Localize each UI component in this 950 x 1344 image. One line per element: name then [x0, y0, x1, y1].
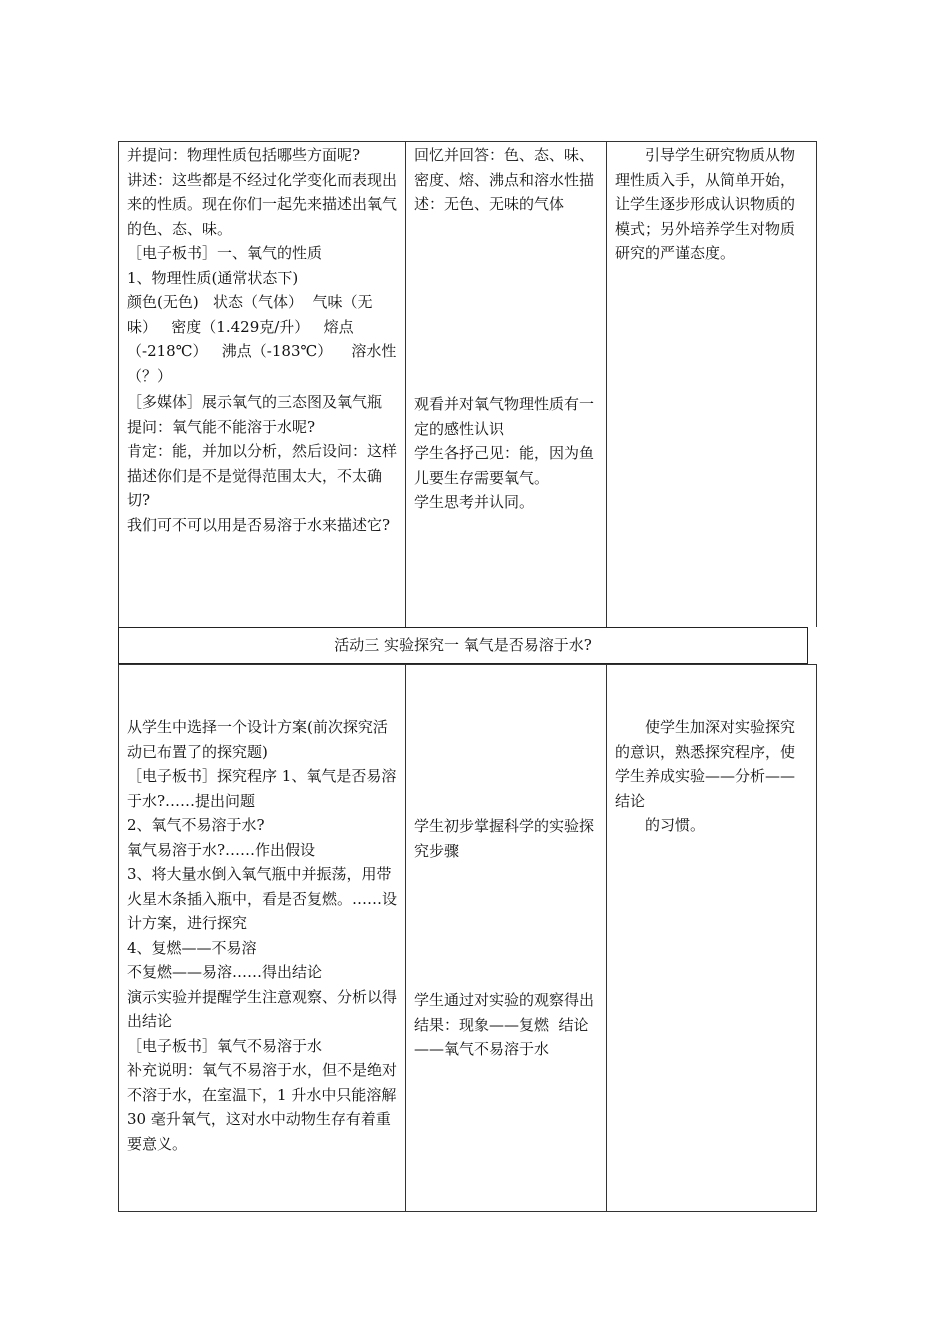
- teacher-activity-cell: [127, 143, 399, 537]
- teacher-line: 肯定：能，并加以分析，然后设问：这样描述你们是不是觉得范围太大，不太确切?: [127, 442, 398, 509]
- design-intent-cell: [615, 143, 809, 266]
- student-response: 回忆并回答：色、态、味、密度、熔、沸点和溶水性描述：无色、无味的气体: [414, 146, 595, 213]
- row-border: [118, 664, 817, 665]
- teacher-line: ［电子板书］探究程序 1、氧气是否易溶于水?……提出问题: [127, 767, 397, 810]
- student-activity-cell: [414, 143, 600, 217]
- teacher-line: 演示实验并提醒学生注意观察、分析以得出结论: [127, 987, 398, 1030]
- design-intent-cell: [615, 715, 809, 838]
- teacher-line: 讲述：这些都是不经过化学变化而表现出来的性质。现在你们一起先来描述出氧气的色、态、味。: [127, 170, 398, 238]
- design-intent-text: 引导学生研究物质从物理性质入手，从简单开始，让学生逐步形成认识物质的模式；另外培养学生对物质研究的严谨态度。: [615, 146, 796, 262]
- table-left-border: [118, 141, 119, 627]
- student-response: 观看并对氧气物理性质有一定的感性认识: [414, 395, 595, 438]
- teacher-line: 补充说明：氧气不易溶于水，但不是绝对不溶于水，在室温下，1 升水中只能溶解 30 毫升氧气，这对水中动物生存有着重要意义。: [127, 1061, 402, 1153]
- column-divider: [606, 664, 607, 1212]
- teacher-line: 颜色(无色) 状态（气体） 气味（无味） 密度（1.429克/升） 熔点（-218℃） 沸点（-183℃） 溶水性（？）: [127, 293, 397, 385]
- activity-heading: 活动三 实验探究一 氧气是否易溶于水?: [118, 627, 808, 664]
- teacher-line: 4、复燃——不易溶: [127, 938, 257, 957]
- teacher-line: 从学生中选择一个设计方案(前次探究活动已布置了的探究题): [127, 718, 388, 761]
- column-divider: [405, 141, 406, 627]
- student-response: 学生各抒己见：能，因为鱼儿要生存需要氧气。: [414, 444, 595, 487]
- teacher-line: ［电子板书］一、氧气的性质: [127, 244, 323, 262]
- table-right-border: [816, 141, 817, 627]
- student-activity-cell: [414, 814, 600, 863]
- teacher-activity-cell: [127, 715, 402, 1156]
- teacher-line: 氧气易溶于水?……作出假设: [127, 840, 316, 859]
- teacher-line: 1、物理性质(通常状态下): [127, 268, 299, 287]
- table-top-border: [118, 141, 817, 142]
- teacher-line: 提问：氧气能不能溶于水呢?: [127, 417, 316, 436]
- student-response: 学生思考并认同。: [414, 493, 535, 511]
- column-divider: [606, 141, 607, 627]
- teacher-line: 3、将大量水倒入氧气瓶中并振荡，用带火星木条插入瓶中，看是否复燃。……设计方案，进行探究: [127, 865, 398, 932]
- teacher-line: ［电子板书］氧气不易溶于水: [127, 1036, 323, 1055]
- student-response: 学生初步掌握科学的实验探究步骤: [414, 817, 595, 860]
- design-intent-text: 的习惯。: [645, 816, 706, 834]
- column-divider: [405, 664, 406, 1212]
- table-left-border: [118, 664, 119, 1212]
- teacher-line: ［多媒体］展示氧气的三态图及氧气瓶: [127, 393, 383, 411]
- table-right-border: [816, 664, 817, 1212]
- table-bottom-border: [118, 1211, 817, 1212]
- student-activity-cell: [414, 988, 600, 1062]
- teacher-line: 不复燃——易溶……得出结论: [127, 963, 323, 981]
- design-intent-text: 使学生加深对实验探究的意识，熟悉探究程序，使学生养成实验——分析——结论: [615, 718, 796, 810]
- student-response: 学生通过对实验的观察得出结果：现象——复燃 结论——氧气不易溶于水: [414, 991, 595, 1058]
- teacher-line: 并提问：物理性质包括哪些方面呢?: [127, 146, 361, 164]
- student-activity-cell: [414, 392, 600, 515]
- teacher-line: 2、氧气不易溶于水?: [127, 816, 265, 834]
- teacher-line: 我们可不可以用是否易溶于水来描述它?: [127, 515, 391, 534]
